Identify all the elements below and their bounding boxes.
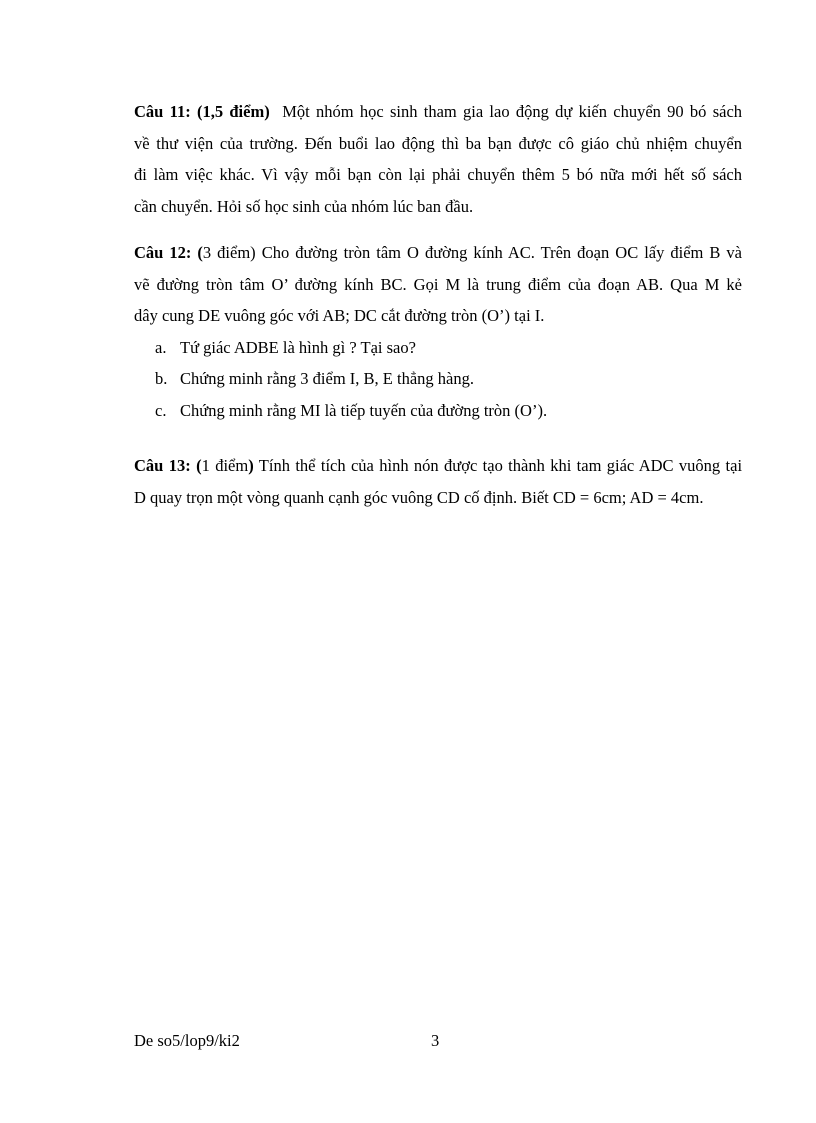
footer-page-number: 3 bbox=[431, 1031, 440, 1050]
question-12-line-2: vẽ đường tròn tâm O’ đường kính BC. Gọi M là trung điểm của đoạn AB. Qua M kẻ bbox=[134, 274, 742, 294]
question-12-label: Câu 12: bbox=[134, 243, 192, 262]
list-item bbox=[134, 395, 742, 427]
question-13-points-close: ) bbox=[248, 456, 254, 475]
question-13 bbox=[134, 450, 742, 513]
question-12-points-open: ( bbox=[197, 243, 203, 262]
question-12-points bbox=[197, 243, 255, 262]
question-11-points: (1,5 điểm) bbox=[196, 102, 270, 121]
question-12-line-3: dây cung DE vuông góc với AB; DC cắt đường tròn (O’) tại I. bbox=[134, 306, 545, 325]
question-13-line-2: D quay trọn một vòng quanh cạnh góc vuông CD cố định. Biết CD = 6cm; AD = 4cm. bbox=[134, 487, 704, 507]
question-11-label: Câu 11: bbox=[134, 102, 191, 121]
list-item-text: Chứng minh rằng MI là tiếp tuyến của đường tròn (O’). bbox=[180, 400, 548, 420]
question-11-line-3: đi làm việc khác. Vì vậy mỗi bạn còn lại phải chuyển thêm 5 bó nữa mới hết số sách bbox=[134, 165, 742, 184]
question-12 bbox=[134, 237, 742, 426]
question-13-line-1 bbox=[134, 450, 742, 482]
question-12-text-1: Cho đường tròn tâm O đường kính AC. Trên đoạn OC lấy điểm B và bbox=[261, 243, 743, 262]
footer-document-code: De so5/lop9/ki2 bbox=[134, 1031, 240, 1050]
list-marker: a. bbox=[155, 337, 167, 357]
question-13-points bbox=[196, 456, 254, 475]
list-item bbox=[134, 363, 742, 395]
question-13-points-open: ( bbox=[196, 456, 202, 475]
list-marker: b. bbox=[155, 369, 168, 388]
list-marker: c. bbox=[155, 400, 167, 420]
question-11 bbox=[134, 96, 742, 222]
question-11-line-4: cần chuyển. Hỏi số học sinh của nhóm lúc ban đầu. bbox=[134, 196, 474, 216]
list-item bbox=[134, 332, 742, 364]
question-11-line-2: về thư viện của trường. Đến buổi lao động thì ba bạn được cô giáo chủ nhiệm chuyển bbox=[134, 133, 742, 153]
question-11-text-1: Một nhóm học sinh tham gia lao động dự kiến chuyển 90 bó sách bbox=[282, 102, 743, 121]
list-item-text: Chứng minh rằng 3 điểm I, B, E thẳng hàng. bbox=[180, 369, 474, 388]
question-12-points-rest: 3 điểm) bbox=[202, 243, 256, 262]
list-item-text: Tứ giác ADBE là hình gì ? Tại sao? bbox=[180, 337, 416, 357]
question-12-line-1 bbox=[134, 237, 742, 269]
question-12-sublist bbox=[134, 332, 742, 427]
question-13-points-mid: 1 điểm bbox=[201, 456, 249, 475]
question-11-line-1 bbox=[134, 96, 742, 128]
question-13-text-1: Tính thể tích của hình nón được tạo thành khi tam giác ADC vuông tại bbox=[258, 456, 743, 475]
question-13-label: Câu 13: bbox=[134, 456, 191, 475]
